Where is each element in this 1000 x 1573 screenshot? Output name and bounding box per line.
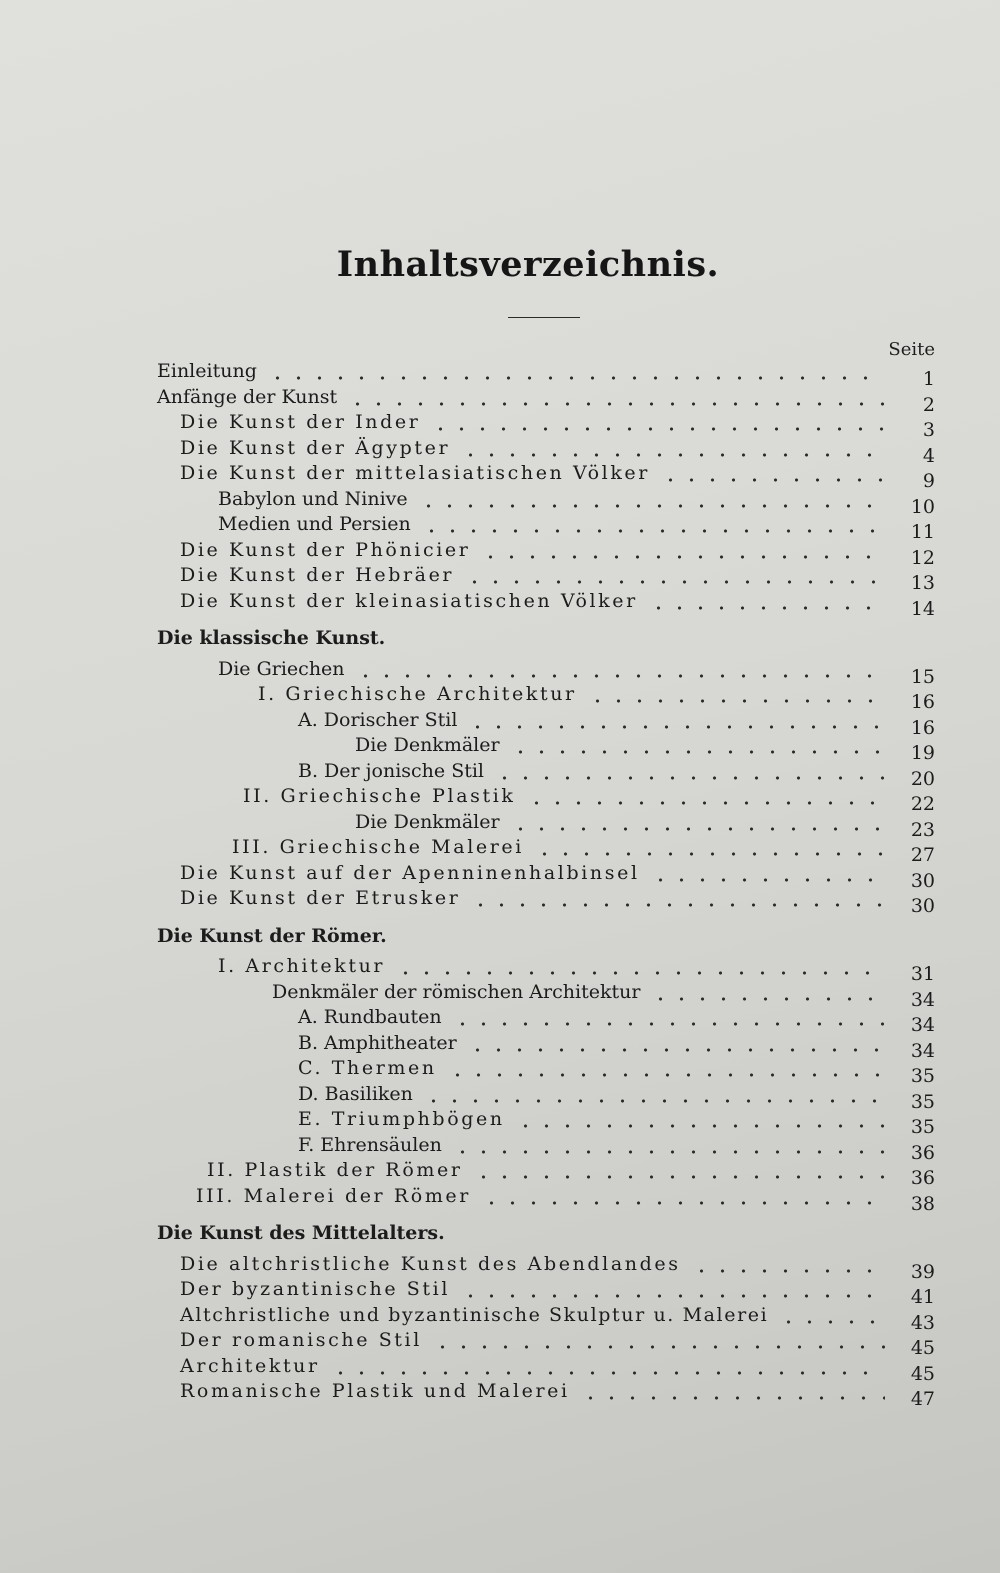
toc-entry <box>157 1107 935 1138</box>
page-number: 16 <box>910 716 935 739</box>
page-number: 19 <box>910 742 935 764</box>
section-heading: Die klassische Kunst. <box>157 627 386 649</box>
toc-entry-title: B. Amphitheater <box>298 1031 457 1054</box>
page-number: 4 <box>922 444 935 467</box>
toc-entry <box>157 1303 935 1334</box>
page-number: 45 <box>910 1337 935 1359</box>
toc-entry <box>157 563 935 594</box>
dot-leader <box>644 861 885 887</box>
page-number: 30 <box>910 895 935 917</box>
toc-entry-title: II. Griechische Plastik <box>243 785 516 807</box>
dot-leader <box>424 410 885 436</box>
toc-entry <box>157 436 935 467</box>
dot-leader <box>461 1031 885 1057</box>
toc-entry <box>157 1277 935 1308</box>
dot-leader <box>581 682 885 708</box>
page-number: 10 <box>910 495 935 518</box>
toc-entry-title: A. Rundbauten <box>298 1006 442 1028</box>
dot-leader <box>467 1158 885 1184</box>
toc-entry-title: Die Griechen <box>218 657 345 680</box>
page-number: 14 <box>910 597 935 620</box>
page-number: 39 <box>910 1260 935 1283</box>
page-number: 35 <box>910 1065 935 1087</box>
dot-leader <box>685 1252 885 1278</box>
dot-leader <box>488 759 885 785</box>
page-number: 34 <box>910 1014 935 1036</box>
toc-entry <box>157 385 935 416</box>
toc-entry-title: Die Kunst der Etrusker <box>180 887 461 909</box>
toc-entry-title: Romanische Plastik und Malerei <box>180 1380 570 1402</box>
page-number: 13 <box>910 572 935 594</box>
toc-entry <box>157 487 935 518</box>
toc-entry <box>157 1252 935 1283</box>
toc-entry-title: Die Kunst der kleinasiatischen Völker <box>180 589 638 612</box>
toc-entry <box>157 759 935 790</box>
toc-entry-title: C. Thermen <box>298 1057 437 1079</box>
page-number: 34 <box>910 1039 935 1062</box>
toc-entry <box>157 410 935 441</box>
toc-entry-title: Die Denkmäler <box>355 810 500 833</box>
toc-entry-title: Architektur <box>180 1354 320 1377</box>
dot-leader <box>642 589 885 615</box>
dot-leader <box>441 1056 885 1082</box>
toc-entry-title: I. Architektur <box>218 955 386 977</box>
toc-entry-title: Altchristliche und byzantinische Skulptur u. Malerei <box>180 1303 769 1326</box>
toc-entry-title: Die altchristliche Kunst des Abendlandes <box>180 1252 681 1275</box>
toc-entry-title: Die Kunst der Hebräer <box>180 564 455 586</box>
dot-leader <box>417 1082 885 1108</box>
dot-leader <box>454 1277 885 1303</box>
toc-entry <box>157 954 935 985</box>
page-title: Inhaltsverzeichnis. <box>336 244 720 285</box>
dot-leader <box>464 886 885 912</box>
toc-entry-title: I. Griechische Architektur <box>258 683 577 705</box>
toc-entry <box>157 589 935 620</box>
page-number: 23 <box>910 818 935 841</box>
toc-entry-title: III. Malerei der Römer <box>196 1184 471 1207</box>
page-number: 15 <box>910 665 935 688</box>
dot-leader <box>454 436 885 462</box>
toc-entry-title: Babylon und Ninive <box>218 487 408 510</box>
toc-entry-title: B. Der jonische Stil <box>298 759 485 782</box>
toc-entry-title: Die Kunst der Inder <box>180 411 421 433</box>
toc-entry-title: III. Griechische Malerei <box>232 836 524 858</box>
title-divider <box>508 317 580 318</box>
toc-entry <box>157 1082 935 1113</box>
toc-entry-title: Die Kunst der mittelasiatischen Völker <box>180 462 650 484</box>
dot-leader <box>528 835 885 861</box>
page-number: 22 <box>910 793 935 815</box>
toc-entry <box>157 359 935 390</box>
toc-entry-title: Die Kunst der Ägypter <box>180 436 451 459</box>
page-number: 45 <box>910 1362 935 1385</box>
dot-leader <box>509 1107 885 1133</box>
dot-leader <box>341 385 885 411</box>
toc-entry <box>157 1158 935 1189</box>
dot-leader <box>475 1184 885 1210</box>
page-number: 1 <box>922 368 935 390</box>
toc-entry-title: II. Plastik der Römer <box>207 1159 463 1181</box>
toc-entry <box>157 538 935 569</box>
toc-entry <box>157 657 935 688</box>
page-number: 35 <box>910 1116 935 1138</box>
page-number: 30 <box>910 869 935 892</box>
page-number: 2 <box>922 393 935 416</box>
dot-leader <box>644 980 885 1006</box>
dot-leader <box>324 1354 885 1380</box>
toc-entry-title: F. Ehrensäulen <box>298 1133 442 1156</box>
toc-entry <box>157 1056 935 1087</box>
toc-entry-title: Der byzantinische Stil <box>180 1278 451 1300</box>
page-number: 20 <box>910 767 935 790</box>
toc-entry-title: Einleitung <box>157 360 257 382</box>
toc-entry <box>157 861 935 892</box>
dot-leader <box>772 1303 885 1329</box>
page-number: 47 <box>910 1388 935 1410</box>
toc-entry-title: E. Triumphbögen <box>298 1108 505 1130</box>
page-number: 12 <box>910 546 935 569</box>
dot-leader <box>261 359 885 385</box>
page-number: 31 <box>910 963 935 985</box>
toc-entry <box>157 1328 935 1359</box>
dot-leader <box>412 487 885 513</box>
toc-entry <box>157 835 935 866</box>
page-number: 38 <box>910 1192 935 1215</box>
page-number: 43 <box>910 1311 935 1334</box>
dot-leader <box>504 810 885 836</box>
toc-entry <box>157 1133 935 1164</box>
toc-entry <box>157 708 935 739</box>
page-number: 11 <box>910 521 935 543</box>
toc-entry-title: Die Kunst der Phönicier <box>180 538 471 561</box>
dot-leader <box>574 1379 885 1405</box>
toc-entry-title: Medien und Persien <box>218 513 411 535</box>
page-number: 27 <box>910 844 935 866</box>
toc-entry <box>157 1031 935 1062</box>
section-heading: Die Kunst des Mittelalters. <box>157 1222 445 1244</box>
toc-entry-title: D. Basiliken <box>298 1082 413 1105</box>
toc-entry <box>157 1005 935 1036</box>
toc-entry <box>157 784 935 815</box>
toc-entry <box>157 886 935 917</box>
toc-entry-title: Die Kunst auf der Apenninenhalbinsel <box>180 861 640 884</box>
toc-entry <box>157 733 935 764</box>
toc-entry <box>157 461 935 492</box>
dot-leader <box>426 1328 885 1354</box>
page-number: 36 <box>910 1167 935 1189</box>
toc-entry <box>157 512 935 543</box>
table-of-contents <box>157 359 935 1410</box>
dot-leader <box>446 1005 885 1031</box>
dot-leader <box>389 954 885 980</box>
page-number: 34 <box>910 988 935 1011</box>
dot-leader <box>520 784 885 810</box>
toc-entry-title: Anfänge der Kunst <box>157 385 338 408</box>
page-column-label: Seite <box>888 339 935 360</box>
dot-leader <box>474 538 885 564</box>
toc-entry <box>157 1379 935 1410</box>
toc-entry <box>157 980 935 1011</box>
dot-leader <box>446 1133 885 1159</box>
toc-entry-title: Denkmäler der römischen Architektur <box>272 980 641 1003</box>
page-number: 16 <box>910 691 935 713</box>
dot-leader <box>349 657 885 683</box>
dot-leader <box>461 708 885 734</box>
section-heading: Die Kunst der Römer. <box>157 924 387 947</box>
dot-leader <box>504 733 885 759</box>
toc-entry <box>157 810 935 841</box>
toc-entry-title: A. Dorischer Stil <box>298 708 458 731</box>
page-number: 41 <box>910 1286 935 1308</box>
toc-entry <box>157 1184 935 1215</box>
dot-leader <box>458 563 885 589</box>
page-number: 35 <box>910 1090 935 1113</box>
toc-entry-title: Der romanische Stil <box>180 1329 422 1351</box>
page-number: 9 <box>922 470 935 492</box>
dot-leader <box>654 461 885 487</box>
toc-entry <box>157 682 935 713</box>
toc-entry-title: Die Denkmäler <box>355 734 500 756</box>
page-number: 3 <box>922 419 935 441</box>
page-number: 36 <box>910 1141 935 1164</box>
dot-leader <box>415 512 885 538</box>
toc-entry <box>157 1354 935 1385</box>
